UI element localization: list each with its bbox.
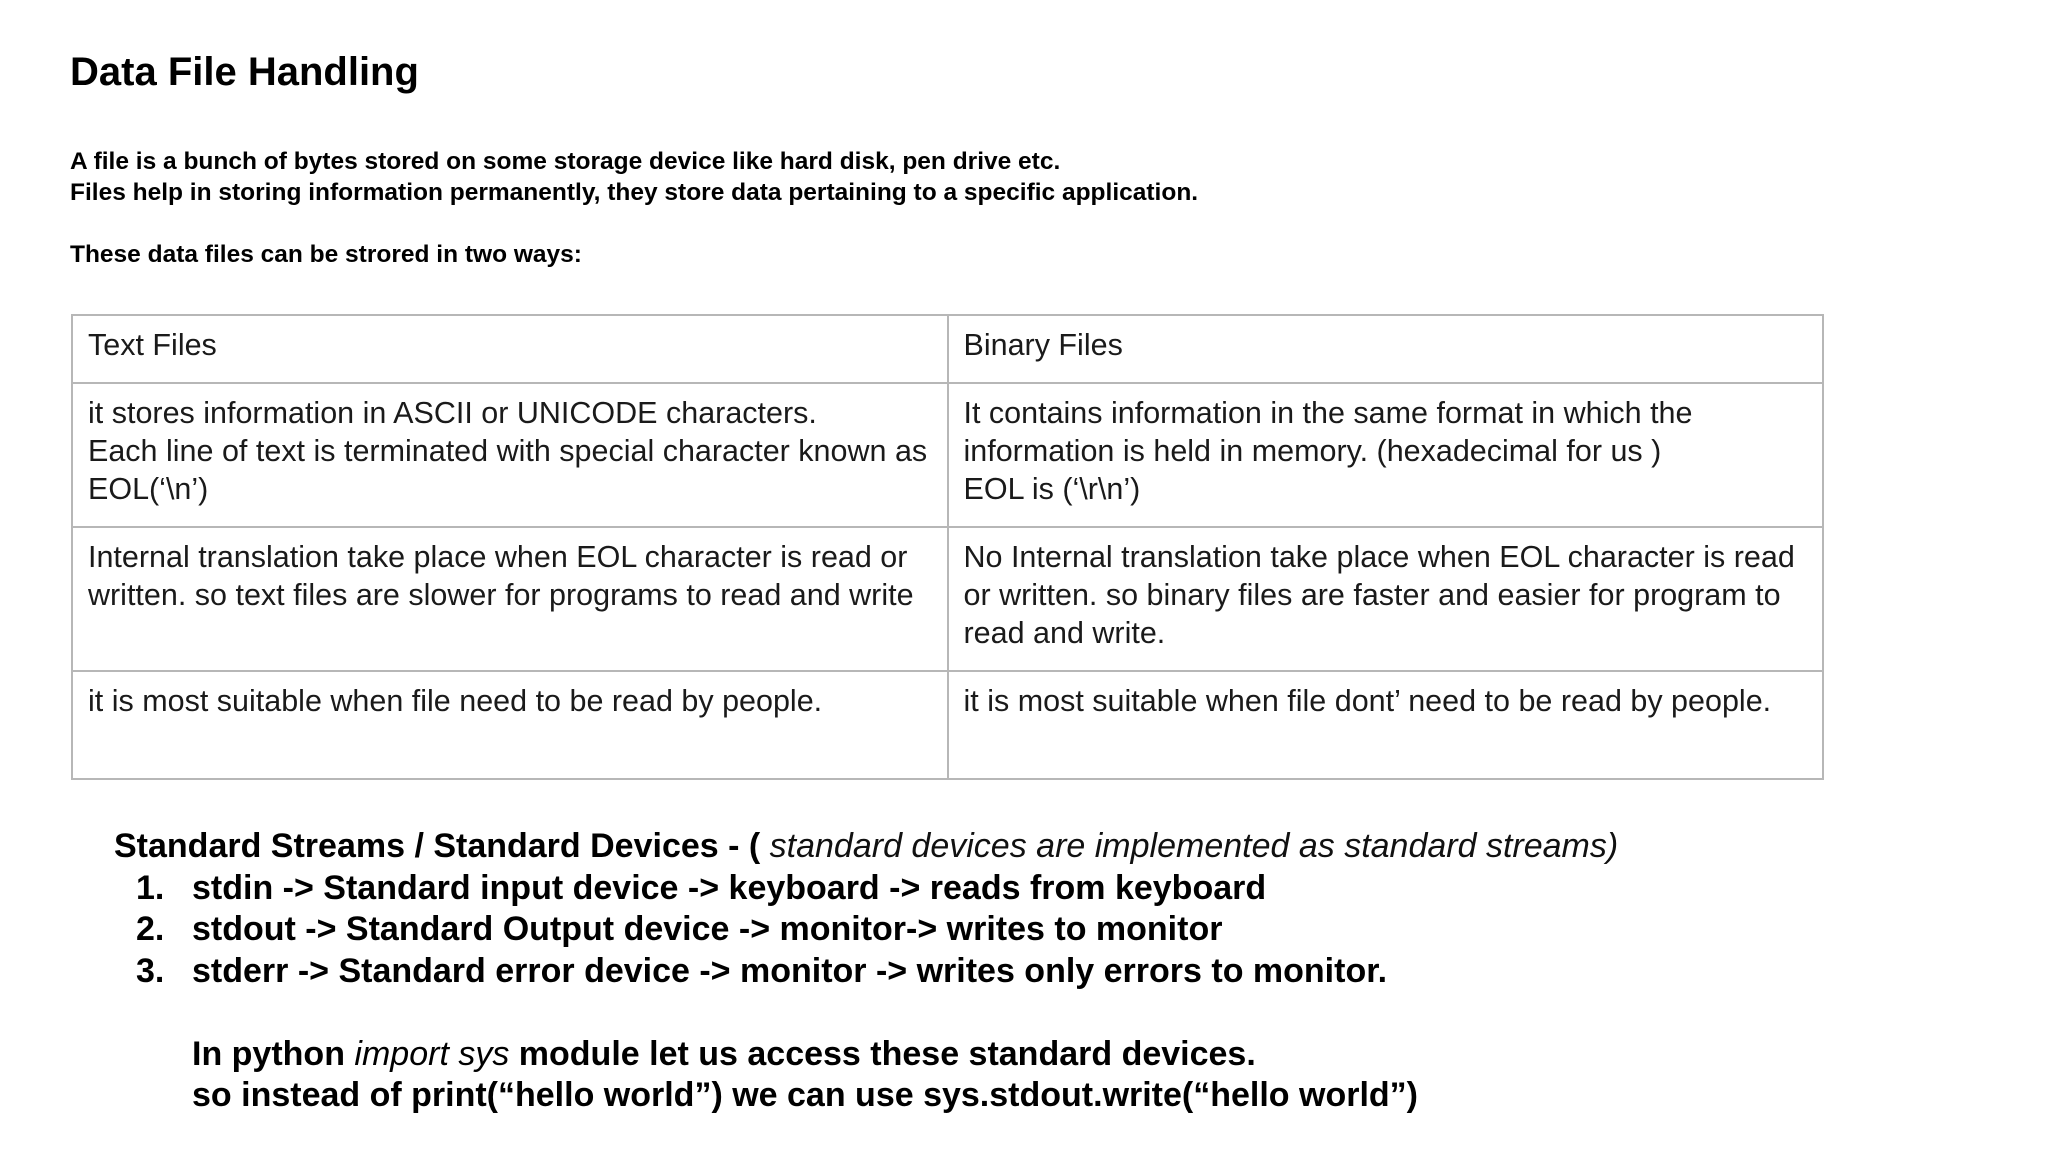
list-item-number: 3. xyxy=(136,951,165,990)
table-row xyxy=(72,671,1823,779)
intro-line-3: These data files can be strored in two ways: xyxy=(70,241,582,268)
table-cell: it stores information in ASCII or UNICODE characters. Each line of text is terminated with special character known as EOL(‘\n’) xyxy=(72,383,948,527)
table-cell: It contains information in the same format in which the information is held in memory. (hexadecimal for us ) EOL is (‘\r\n’) xyxy=(948,383,1824,527)
streams-heading-italic: standard devices are implemented as standard streams) xyxy=(769,827,1619,865)
python-note xyxy=(114,1034,1618,1117)
file-types-table xyxy=(71,314,1824,780)
list-item-text: stdout -> Standard Output device -> monitor-> writes to monitor xyxy=(192,910,1223,948)
table-cell: it is most suitable when file need to be read by people. xyxy=(72,671,948,779)
streams-heading xyxy=(114,826,1618,868)
table-cell: it is most suitable when file dont’ need to be read by people. xyxy=(948,671,1824,779)
list-item xyxy=(136,909,1618,951)
streams-heading-bold: Standard Streams / Standard Devices - ( xyxy=(114,827,770,865)
streams-list xyxy=(114,868,1618,993)
intro-line-2: Files help in storing information permanently, they store data pertaining to a specific application. xyxy=(70,179,1199,206)
list-item-text: stdin -> Standard input device -> keyboard -> reads from keyboard xyxy=(192,868,1267,907)
table-row xyxy=(72,527,1823,671)
table-header-row xyxy=(72,315,1823,383)
list-item xyxy=(136,868,1618,910)
page-title: Data File Handling xyxy=(70,50,419,94)
standard-streams-section xyxy=(114,826,1618,1117)
list-item-number: 1. xyxy=(136,868,165,907)
list-item-text: stderr -> Standard error device -> monitor -> writes only errors to monitor. xyxy=(192,951,1388,990)
python-note-line-2: so instead of print(“hello world”) we can use sys.stdout.write(“hello world”) xyxy=(192,1076,1419,1114)
python-note-line-1 xyxy=(192,1034,1618,1076)
table-cell: Internal translation take place when EOL character is read or written. so text files are slower for programs to read and write xyxy=(72,527,948,671)
note-prefix: In python xyxy=(192,1034,355,1073)
intro-section xyxy=(70,146,1198,270)
table-cell: No Internal translation take place when EOL character is read or written. so binary files are faster and easier for program to read and write. xyxy=(948,527,1824,671)
table-row xyxy=(72,383,1823,527)
list-item xyxy=(136,951,1618,993)
note-suffix: module let us access these standard devices. xyxy=(509,1034,1256,1073)
intro-line-1: A file is a bunch of bytes stored on some storage device like hard disk, pen drive etc. xyxy=(70,148,1061,175)
table-header-binary-files: Binary Files xyxy=(948,315,1824,383)
list-item-number: 2. xyxy=(136,910,165,948)
paragraph-gap xyxy=(70,208,1198,239)
table-header-text-files: Text Files xyxy=(72,315,948,383)
note-import-sys: import sys xyxy=(354,1034,510,1073)
